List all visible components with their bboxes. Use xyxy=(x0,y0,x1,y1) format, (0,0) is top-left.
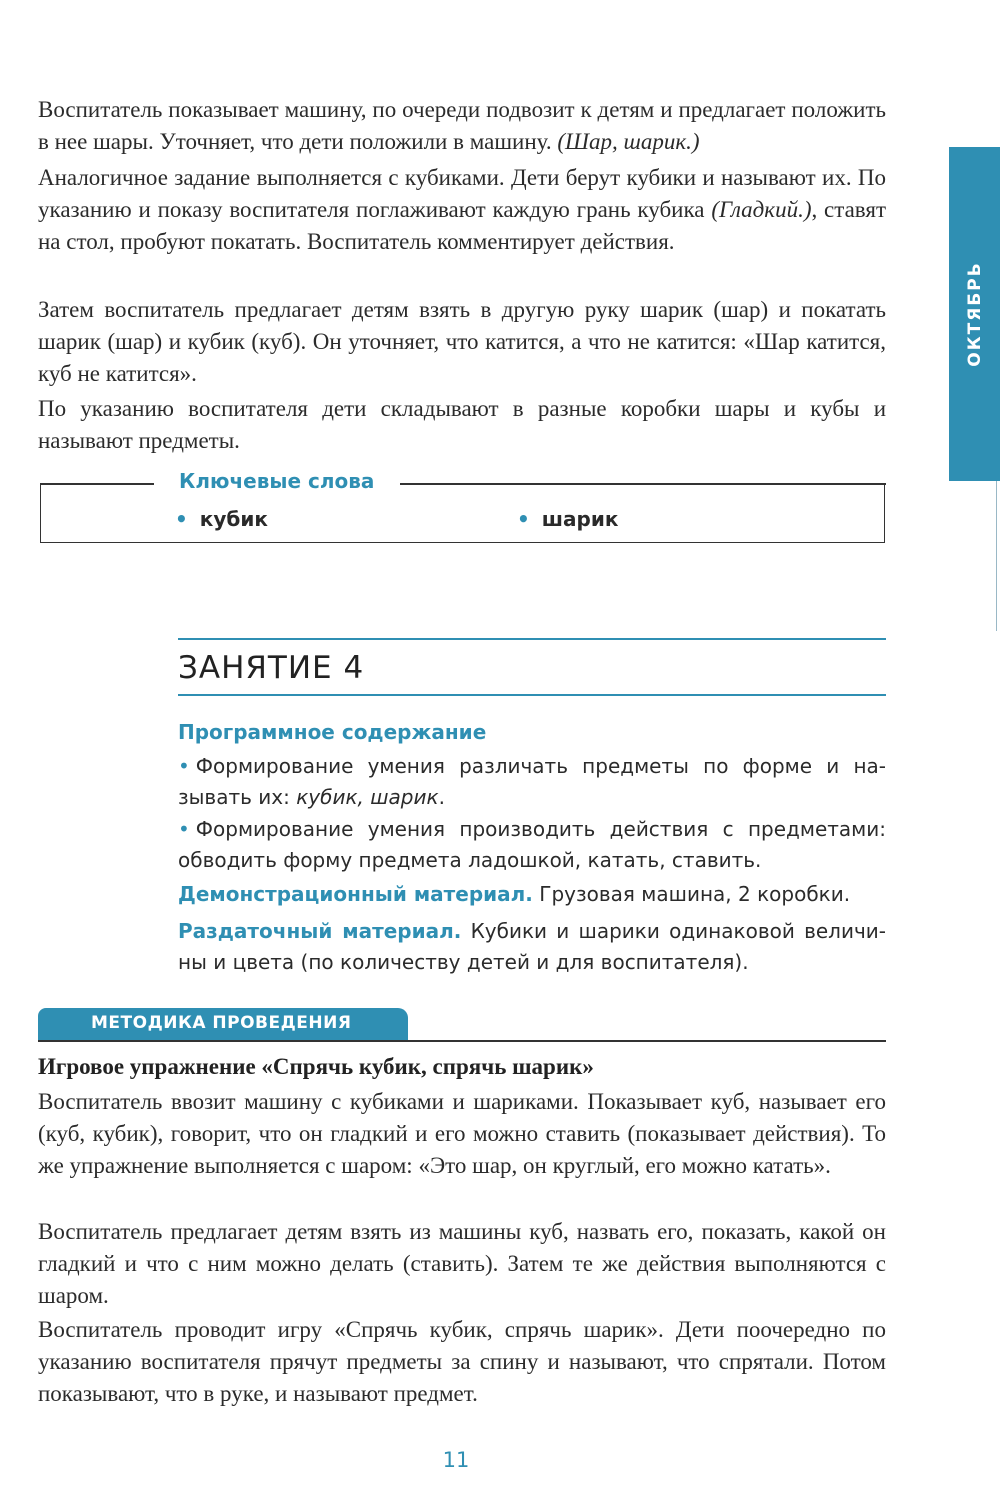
methodology-rule xyxy=(38,1040,886,1042)
intro-paragraph-3: Затем воспитатель предлагает детям взять в другую руку шарик (шар) и покатать шарик (шар) и кубик (куб). Он уточняет, что катится, а что не катится: «Шар катится, куб не катится». xyxy=(38,297,886,386)
intro-answer-1: (Шар, шарик.) xyxy=(557,129,700,154)
bullet-icon: • xyxy=(517,507,530,531)
program-item-2: • Формирование умения производить действия с предметами: обводить форму предмета ладошкой, катать, ставить. xyxy=(178,817,886,872)
keywords-title: Ключевые слова xyxy=(175,469,378,493)
lesson-rule-top xyxy=(178,638,886,640)
game-title: Игровое упражнение «Спрячь кубик, спрячь шарик» xyxy=(38,1054,594,1079)
intro-paragraph-4: По указанию воспитателя дети складывают в разные коробки шары и кубы и называют предметы. xyxy=(38,396,886,453)
keyword-item: • кубик xyxy=(175,507,268,531)
method-paragraph-1: Воспитатель ввозит машину с кубиками и шариками. Показывает куб, называет его (куб, кубик), говорит, что он гладкий и его можно ставить (показывает действия). То же упражнение выполняется с шаром: «Это шар, он круглый, его можно катать». xyxy=(38,1089,886,1178)
program-heading: Программное содержание xyxy=(178,720,487,744)
demo-material: Демонстрационный материал. Грузовая машина, 2 коробки. xyxy=(178,882,851,906)
page-number: 11 xyxy=(442,1448,470,1472)
handout-material: Раздаточный материал. Кубики и шарики одинаковой величины и цвета (по количеству детей и для воспитателя). xyxy=(178,919,886,974)
lesson-rule-bottom xyxy=(178,694,886,696)
methodology-bar xyxy=(38,1008,408,1040)
keywords-box-top-right xyxy=(400,483,886,485)
intro-paragraph-1: Воспитатель показывает машину, по очереди подвозит к детям и предлагает положить в нее шары. Уточняет, что дети положили в машину. (Шар, шарик.) xyxy=(38,97,886,154)
keywords-box-top-left xyxy=(40,483,154,485)
month-side-tab xyxy=(949,147,1000,481)
methodology-label: МЕТОДИКА ПРОВЕДЕНИЯ xyxy=(91,1013,352,1033)
program-item-1: • Формирование умения различать предметы по форме и называть их: кубик, шарик. xyxy=(178,754,886,809)
bullet-icon: • xyxy=(175,507,188,531)
handout-material-label: Раздаточный материал. xyxy=(178,919,462,943)
method-paragraph-2: Воспитатель предлагает детям взять из машины куб, назвать его, показать, какой он гладкий и что с ним можно делать (ставить). Затем те же действия выполняются с шаром. xyxy=(38,1219,886,1308)
lesson-title: ЗАНЯТИЕ 4 xyxy=(178,650,365,686)
intro-paragraph-2: Аналогичное задание выполняется с кубиками. Дети берут кубики и называют их. По указанию и показу воспитателя поглаживают каждую грань кубика (Гладкий.), ставят на стол, пробуют покатать. Воспитатель комментирует действия. xyxy=(38,165,886,254)
intro-answer-2: (Гладкий.) xyxy=(711,197,812,222)
bullet-icon: • xyxy=(178,754,190,778)
bullet-icon: • xyxy=(178,817,190,841)
month-label: ОКТЯБРЬ xyxy=(964,261,985,367)
demo-material-label: Демонстрационный материал. xyxy=(178,882,533,906)
page-edge-line xyxy=(996,481,997,631)
keywords-box xyxy=(40,484,885,543)
method-paragraph-3: Воспитатель проводит игру «Спрячь кубик, спрячь шарик». Дети поочередно по указанию воспитателя прячут предметы за спину и называют, что спрятали. Потом показывают, что в руке, и называют предмет. xyxy=(38,1317,886,1406)
keyword-item: • шарик xyxy=(517,507,619,531)
